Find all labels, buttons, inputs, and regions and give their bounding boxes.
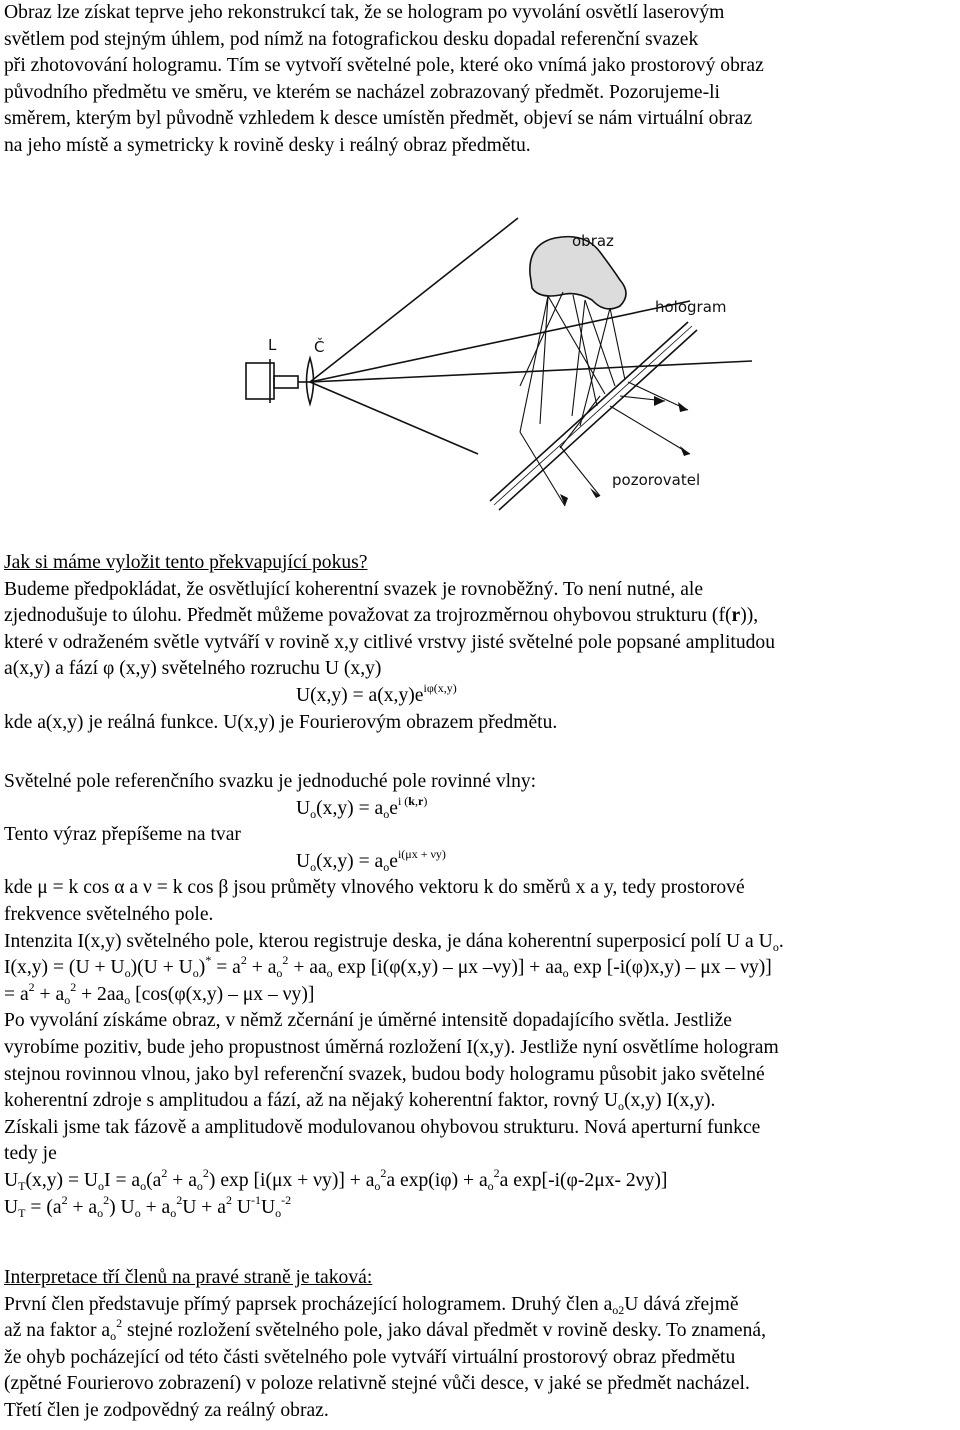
- eq-text: (x,y) = U: [25, 1169, 99, 1191]
- aperture-equation-1: [4, 1165, 960, 1195]
- eq-text: a exp[-i(φ-2μx- 2νy)]: [499, 1169, 668, 1191]
- eq-sub: o: [124, 992, 131, 1007]
- section-reference-beam: [4, 769, 960, 1221]
- text-span: (x,y) I(x,y).: [624, 1090, 716, 1112]
- eq-text: I = a: [104, 1169, 141, 1191]
- eq-text: = (a: [25, 1196, 62, 1218]
- eq-sub: o2: [612, 1302, 625, 1317]
- eq-sub: o: [64, 992, 71, 1007]
- eq-text: i (: [397, 793, 409, 808]
- eq-sub: o: [772, 939, 779, 954]
- eq-exponent: 2: [116, 1316, 123, 1331]
- eq-text: (x,y) = a: [316, 797, 384, 819]
- intensity-equation: [4, 955, 960, 982]
- text-line: (zpětné Fourierovo zobrazení) v poloze relativně stejné vůči desce, v jaké se předmět nacházel.: [4, 1373, 750, 1395]
- eq-sub: o: [98, 1178, 105, 1193]
- eq-text: ): [423, 793, 428, 808]
- eq-exponent: 2: [103, 1192, 110, 1207]
- eq-text: ,: [414, 793, 418, 808]
- text-line: kde a(x,y) je reálná funkce. U(x,y) je Fourierovým obrazem předmětu.: [4, 711, 558, 733]
- eq-sub: o: [196, 1178, 203, 1193]
- illumination-rays: [310, 218, 752, 454]
- text-span: U dává zřejmě: [624, 1293, 739, 1315]
- text-span: zjednodušuje to úlohu. Předmět můžeme považovat za trojrozměrnou ohybovou strukturu (f(: [4, 605, 732, 627]
- text-line: tedy je: [4, 1143, 57, 1165]
- eq-sub: o: [487, 1178, 494, 1193]
- eq-sub: o: [97, 1205, 104, 1220]
- eq-exponent: *: [205, 953, 212, 968]
- section-three-terms: [4, 1265, 960, 1425]
- eq-exponent: iφ(x,y): [423, 680, 457, 695]
- eq-sub: o: [310, 806, 317, 821]
- text-span: Intenzita I(x,y) světelného pole, kterou registruje deska, je dána koherentní superposicí polí U a U: [4, 930, 773, 952]
- text-line: Obraz lze získat teprve jeho rekonstrukcí tak, že se hologram po vyvolání osvětlí laserovým: [4, 2, 725, 23]
- eq-text: [cos(φ(x,y) – μx – νy)]: [130, 983, 315, 1005]
- eq-exponent: 2: [202, 1165, 209, 1180]
- bold-vector: r: [731, 605, 741, 627]
- text-line: Získali jsme tak fázově a amplitudově modulovanou ohybovou strukturu. Nová aperturní funkce: [4, 1116, 761, 1138]
- eq-text: = a: [211, 957, 241, 979]
- eq-exponent: 2: [282, 953, 289, 968]
- text-line: směrem, kterým byl původně vzhledem k desce umístěn předmět, objeví se nám virtuální obraz: [4, 108, 753, 130]
- eq-sub: o: [326, 966, 333, 981]
- text-span: koherentní zdroje s amplitudou a fází, až na nějaký koherentní faktor, rovný U: [4, 1090, 619, 1112]
- eq-text: exp [i(φ(x,y) – μx –νy)] + aa: [332, 957, 563, 979]
- equation-2: [4, 793, 960, 823]
- eq-sub: o: [562, 966, 569, 981]
- text-line: Po vyvolání získáme obraz, v němž zčernání je úměrné intensitě dopadajícího světla. Jestliže: [4, 1010, 732, 1032]
- text-line: a(x,y) a fází φ (x,y) světelného rozruchu U (x,y): [4, 658, 382, 680]
- text-span: )),: [740, 605, 759, 627]
- equation-3: [4, 846, 960, 876]
- text-line: [4, 1088, 960, 1115]
- eq-exponent: [398, 794, 427, 808]
- eq-exponent: 2: [240, 953, 247, 968]
- eq-exponent: -2: [281, 1192, 292, 1207]
- text-line: na jeho místě a symetricky k rovině desky i reálný obraz předmětu.: [4, 134, 531, 156]
- equation-1: [4, 680, 960, 710]
- eq-text: + a: [167, 1169, 197, 1191]
- eq-text: U: [231, 1196, 252, 1218]
- eq-sub: o: [618, 1099, 625, 1114]
- eq-sub: o: [124, 966, 131, 981]
- object-rays: [520, 292, 625, 432]
- eq-text: ) U: [109, 1196, 135, 1218]
- eq-exponent: 2: [493, 1165, 500, 1180]
- hologram-reconstruction-figure: [0, 196, 960, 548]
- eq-sub: T: [18, 1178, 26, 1193]
- label-C: Č: [314, 338, 325, 356]
- eq-text: + a: [140, 1196, 171, 1218]
- text-line: stejnou rovinnou vlnou, jako byl referenční svazek, budou body hologramu působit jako světelné: [4, 1063, 765, 1085]
- section-heading: Jak si máme vyložit tento překvapující pokus?: [4, 552, 368, 573]
- eq-text: (x,y) = a: [316, 850, 384, 872]
- eq-text: + a: [67, 1196, 98, 1218]
- eq-text: a exp(iφ) + a: [386, 1169, 488, 1191]
- eq-text: U: [4, 1169, 19, 1191]
- text-span: .: [778, 930, 784, 952]
- text-line: [4, 1292, 960, 1319]
- eq-sub: o: [383, 859, 390, 874]
- eq-sub: o: [310, 859, 317, 874]
- eq-sub: o: [383, 806, 390, 821]
- eq-sub: o: [110, 1329, 117, 1344]
- eq-text: + aa: [288, 957, 327, 979]
- eq-text: U: [296, 797, 311, 819]
- eq-text: U(x,y) = a(x,y)e: [296, 684, 424, 706]
- eq-text: + a: [34, 983, 65, 1005]
- eq-text: ) exp [i(μx + νy)] + a: [208, 1169, 375, 1191]
- eq-exponent: 2: [61, 1192, 68, 1207]
- eq-text: )(U + U: [130, 957, 193, 979]
- eq-text: (a: [146, 1169, 162, 1191]
- eq-sub: o: [374, 1178, 381, 1193]
- text-span: až na faktor a: [4, 1320, 111, 1342]
- label-hologram: hologram: [655, 298, 727, 316]
- eq-text: = a: [4, 983, 29, 1005]
- eq-text: U: [296, 850, 311, 872]
- eq-exponent: i(μx + νy): [397, 846, 446, 861]
- intensity-equation-cont: [4, 979, 960, 1009]
- hologram-diagram: [0, 196, 960, 548]
- eq-sub: o: [192, 966, 199, 981]
- arrowheads: [560, 396, 690, 506]
- eq-sub: o: [276, 966, 283, 981]
- eq-exponent: 2: [380, 1165, 387, 1180]
- eq-sub: o: [170, 1205, 177, 1220]
- text-span: První člen představuje přímý paprsek procházející hologramem. Druhý člen a: [4, 1293, 613, 1315]
- text-line: [4, 929, 960, 956]
- text-line: Třetí člen je zodpovědný za reálný obraz.: [4, 1399, 329, 1421]
- label-L: L: [268, 336, 277, 354]
- bold-vector: r: [417, 793, 424, 808]
- text-line: Světelné pole referenčního svazku je jednoduché pole rovinné vlny:: [4, 771, 537, 792]
- eq-text: U: [261, 1196, 276, 1218]
- eq-text: U + a: [182, 1196, 226, 1218]
- eq-exponent: -1: [251, 1192, 262, 1207]
- label-obraz: obraz: [572, 232, 614, 250]
- label-pozorovatel: pozorovatel: [612, 471, 701, 489]
- laser-barrel: [274, 376, 298, 388]
- text-line: při zhotovování hologramu. Tím se vytvoří světelné pole, které oko vnímá jako prostorový obraz: [4, 55, 764, 77]
- text-line: původního předmětu ve směru, ve kterém se nacházel zobrazovaný předmět. Pozorujeme-li: [4, 81, 720, 103]
- text-line: že ohyb pocházející od této části světelného pole vytváří virtuální prostorový obraz předmětu: [4, 1346, 736, 1368]
- eq-exponent: 2: [161, 1165, 168, 1180]
- eq-text: + a: [246, 957, 277, 979]
- text-line: frekvence světelného pole.: [4, 903, 214, 925]
- text-line: vyrobíme pozitiv, bude jeho propustnost úměrná rozložení I(x,y). Jestliže nyní osvětlíme hologram: [4, 1036, 779, 1058]
- eq-sub: o: [140, 1178, 147, 1193]
- eq-exponent: 2: [225, 1192, 232, 1207]
- aperture-equation-2: [4, 1192, 960, 1222]
- eq-text: + 2aa: [76, 983, 125, 1005]
- text-line: které v odraženém světle vytváří v rovině x,y citlivé vrstvy jisté světelné pole popsané amplitudou: [4, 631, 776, 653]
- eq-text: e: [389, 797, 398, 819]
- eq-text: e: [389, 850, 398, 872]
- text-line: Budeme předpokládat, že osvětlující koherentní svazek je rovnoběžný. To není nutné, ale: [4, 578, 704, 600]
- text-span: stejné rozložení světelného pole, jako dával předmět v rovině desky. To znamená,: [122, 1320, 766, 1342]
- section-heading: Interpretace tří členů na pravé straně je taková:: [4, 1267, 373, 1288]
- intro-paragraph: [4, 0, 764, 160]
- eq-text: exp [-i(φ)x,y) – μx – νy)]: [568, 957, 772, 979]
- bold-vector: k: [408, 793, 415, 808]
- eq-sub: T: [18, 1205, 26, 1220]
- text-line: světlem pod stejným úhlem, pod nímž na fotografickou desku dopadal referenční svazek: [4, 28, 699, 50]
- eq-exponent: 2: [176, 1192, 183, 1207]
- eq-text: U: [4, 1196, 19, 1218]
- text-line: [4, 603, 960, 630]
- text-line: kde μ = k cos α a ν = k cos β jsou průměty vlnového vektoru k do směrů x a y, tedy prostorové: [4, 877, 745, 899]
- eq-sub: o: [275, 1205, 282, 1220]
- section-interpretation: [4, 550, 960, 736]
- text-line: [4, 1318, 960, 1345]
- eq-sub: o: [134, 1205, 141, 1220]
- eq-exponent: 2: [70, 979, 77, 994]
- text-line: Tento výraz přepíšeme na tvar: [4, 824, 241, 846]
- eq-text: ): [198, 957, 206, 979]
- eq-exponent: 2: [28, 979, 35, 994]
- eq-text: I(x,y) = (U + U: [4, 957, 125, 979]
